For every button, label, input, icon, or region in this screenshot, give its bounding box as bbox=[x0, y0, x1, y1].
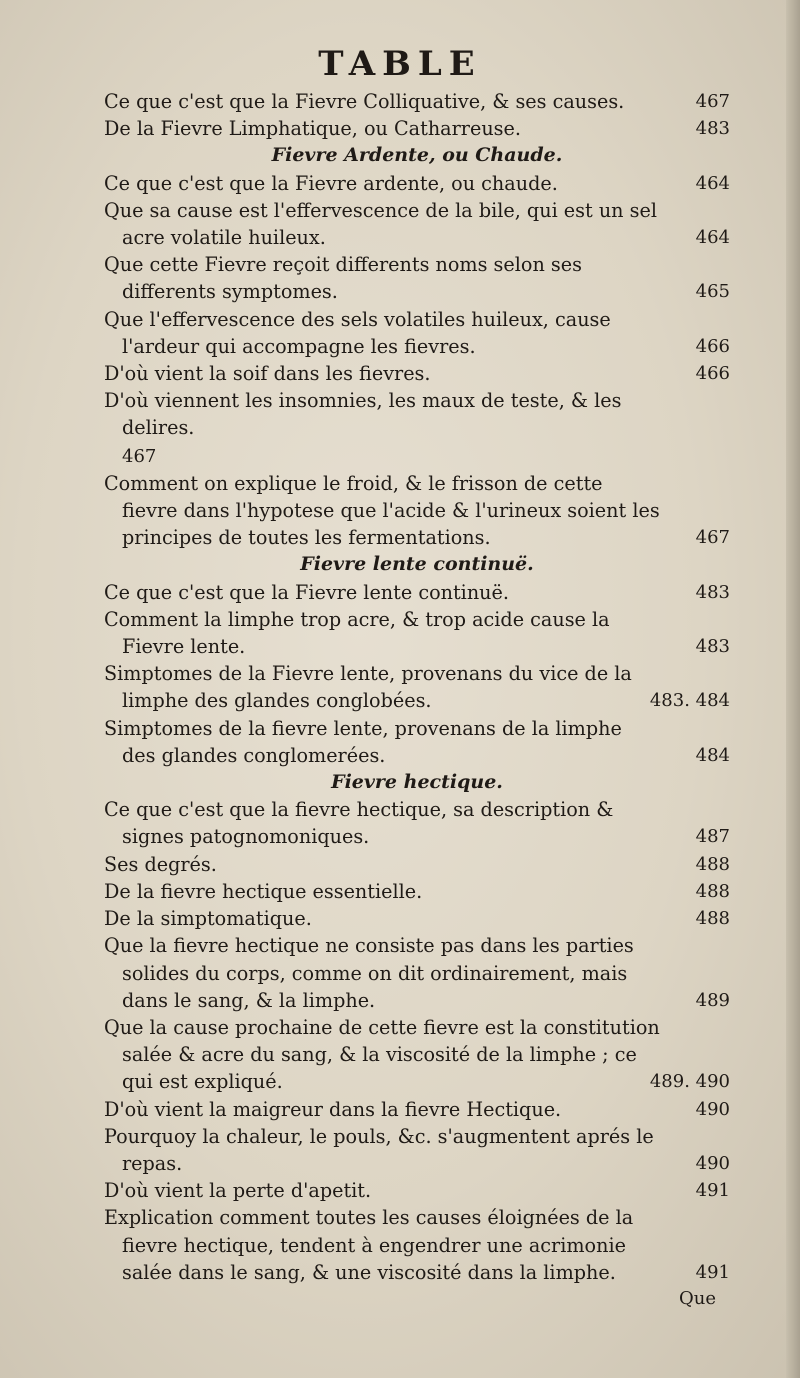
toc-entry bbox=[104, 1177, 730, 1204]
entry-page-number: 490 bbox=[695, 1152, 730, 1174]
entry-text: Pourquoy la chaleur, le pouls, &c. s'augmentent aprés le repas. bbox=[104, 1124, 654, 1175]
entry-text: Ses degrés. bbox=[104, 852, 217, 876]
toc-entry bbox=[104, 306, 730, 360]
entry-page-number: 488 bbox=[695, 880, 730, 902]
entry-text: Ce que c'est que la Fievre lente continuë. bbox=[104, 580, 509, 604]
entry-text: Explication comment toutes les causes éloignées de la fievre hectique, tendent à engendrer une acrimonie salée dans le sang, & une viscosité dans la limphe. bbox=[104, 1206, 634, 1284]
toc-entry bbox=[104, 932, 730, 1014]
toc-entry bbox=[104, 360, 730, 387]
entry-page-number: 484 bbox=[695, 744, 730, 766]
entry-text: De la Fievre Limphatique, ou Catharreuse. bbox=[104, 117, 521, 141]
entry-page-number: 491 bbox=[695, 1180, 730, 1202]
entry-page-number: 490 bbox=[695, 1098, 730, 1120]
page-edge bbox=[786, 0, 800, 1378]
entry-text: Que la fievre hectique ne consiste pas dans les parties solides du corps, comme on dit ordinairement, mais dans le sang, & la limphe. bbox=[104, 934, 634, 1012]
toc-entry bbox=[104, 197, 730, 251]
entry-text: D'où vient la maigreur dans la fievre Hectique. bbox=[104, 1097, 562, 1121]
entry-page-number: 487 bbox=[695, 826, 730, 848]
entry-page-number: 483 bbox=[695, 581, 730, 603]
entry-page-number: 489 bbox=[695, 989, 730, 1011]
section-heading: Fievre Ardente, ou Chaude. bbox=[271, 144, 563, 167]
entry-text: Comment on explique le froid, & le frisson de cette fievre dans l'hypotese que l'acide & l'urineux soient les principes de toutes les fermentations. bbox=[104, 471, 660, 550]
entry-page-number: 467 bbox=[122, 445, 157, 467]
table-of-contents bbox=[104, 88, 730, 1312]
toc-entry bbox=[104, 251, 730, 305]
toc-entry bbox=[104, 1204, 730, 1286]
toc-entry bbox=[104, 796, 730, 850]
entry-text: Que sa cause est l'effervescence de la bile, qui est un sel acre volatile huileux. bbox=[104, 198, 657, 250]
entry-text: Ce que c'est que la Fievre ardente, ou chaude. bbox=[104, 171, 558, 195]
entry-page-number: 483 bbox=[695, 118, 730, 140]
entry-page-number: 488 bbox=[695, 853, 730, 875]
toc-entry bbox=[104, 660, 730, 714]
entry-page-number: 467 bbox=[695, 91, 730, 112]
toc-entry bbox=[104, 170, 730, 197]
toc-entry bbox=[104, 1014, 730, 1096]
toc-entry bbox=[104, 88, 730, 115]
section-heading: Fievre lente continuë. bbox=[300, 553, 534, 576]
entry-page-number: 466 bbox=[695, 335, 730, 357]
toc-entry bbox=[104, 470, 730, 552]
entry-page-number: 465 bbox=[695, 281, 730, 303]
entry-text: Simptomes de la Fievre lente, provenans du vice de la limphe des glandes conglobées. bbox=[104, 662, 632, 713]
catchword: Que bbox=[678, 1287, 716, 1309]
toc-entry bbox=[104, 115, 730, 142]
entry-text: Comment la limphe trop acre, & trop acide cause la Fievre lente. bbox=[104, 607, 610, 659]
section-heading: Fievre hectique. bbox=[331, 771, 503, 794]
entry-page-number: 491 bbox=[695, 1261, 730, 1283]
entry-text: Que cette Fievre reçoit differents noms selon ses differents symptomes. bbox=[104, 253, 582, 304]
toc-entry bbox=[104, 1123, 730, 1177]
entry-page-number: 464 bbox=[695, 172, 730, 194]
toc-entry bbox=[104, 715, 730, 769]
entry-page-number: 489. 490 bbox=[649, 1071, 730, 1093]
entry-page-number: 483 bbox=[695, 636, 730, 658]
entry-text: Ce que c'est que la Fievre Colliquative, & ses causes. bbox=[104, 90, 625, 113]
entry-text: Que la cause prochaine de cette fievre est la constitution salée & acre du sang, & la viscosité de la limphe ; ce qui est expliqué. bbox=[104, 1015, 660, 1094]
entry-page-number: 483. 484 bbox=[649, 690, 730, 712]
toc-entry bbox=[104, 905, 730, 932]
entry-text: D'où viennent les insomnies, les maux de teste, & les delires. bbox=[104, 389, 622, 440]
entry-page-number: 464 bbox=[695, 227, 730, 249]
page-header: TABLE bbox=[318, 44, 482, 84]
toc-entry bbox=[104, 1096, 730, 1123]
toc-entry bbox=[104, 878, 730, 905]
toc-entry bbox=[104, 851, 730, 878]
entry-text: Que l'effervescence des sels volatiles huileux, cause l'ardeur qui accompagne les fievres. bbox=[104, 307, 611, 358]
entry-text: Simptomes de la fievre lente, provenans de la limphe des glandes conglomerées. bbox=[104, 716, 622, 767]
entry-page-number: 466 bbox=[695, 363, 730, 385]
toc-entry bbox=[104, 387, 730, 470]
toc-entry bbox=[104, 579, 730, 606]
entry-text: D'où vient la soif dans les fievres. bbox=[104, 362, 431, 386]
toc-entry bbox=[104, 606, 730, 660]
entry-text: D'où vient la perte d'apetit. bbox=[104, 1179, 372, 1203]
entry-text: Ce que c'est que la fievre hectique, sa description & signes patognomoniques. bbox=[104, 798, 614, 849]
entry-text: De la fievre hectique essentielle. bbox=[104, 879, 423, 903]
entry-page-number: 488 bbox=[695, 908, 730, 930]
entry-page-number: 467 bbox=[695, 527, 730, 549]
entry-text: De la simptomatique. bbox=[104, 907, 312, 931]
